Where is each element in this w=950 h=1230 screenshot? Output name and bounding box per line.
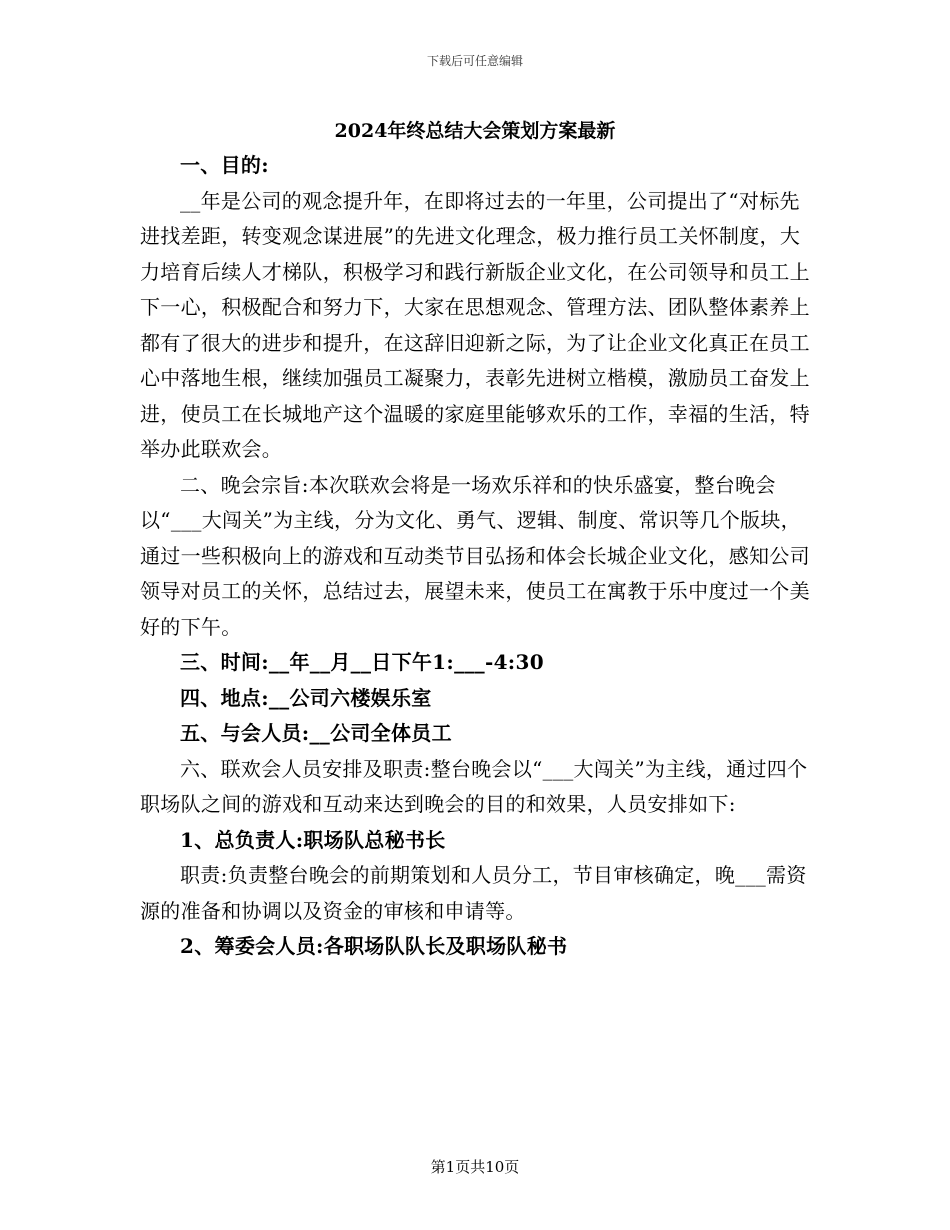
- section-purpose-heading: 一、目的:: [180, 153, 269, 177]
- page-number: 第1页共10页: [430, 1158, 520, 1176]
- document-body: [140, 148, 812, 965]
- section-attendees-heading: 五、与会人员:__公司全体员工: [180, 721, 452, 745]
- role-leader-heading: 1、总负责人:职场队总秘书长: [180, 827, 446, 852]
- document-title: 2024年终总结大会策划方案最新: [334, 120, 616, 142]
- section-time-heading: 三、时间:__年__月__日下午1:___-4:30: [180, 650, 544, 674]
- section-location-heading: 四、地点:__公司六楼娱乐室: [180, 685, 432, 710]
- section-purpose-paragraph: __年是公司的观念提升年，在即将过去的一年里，公司提出了“对标先进找差距，转变观念谋进展”的先进文化理念，极力推行员工关怀制度，大力培育后续人才梯队，积极学习和践行新版企业文化，在公司领导和员工上下一心，积极配合和努力下，大家在思想观念、管理方法、团队整体素养上都有了很大的进步和提升，在这辞旧迎新之际，为了让企业文化真正在员工心中落地生根，继续加强员工凝聚力，表彰先进树立楷模，激励员工奋发上进，使员工在长城地产这个温暖的家庭里能够欢乐的工作，幸福的生活，特举办此联欢会。: [140, 188, 810, 461]
- page-header-note: 下载后可任意编辑: [426, 54, 523, 68]
- role-committee-heading: 2、筹委会人员:各职场队队长及职场队秘书: [180, 934, 568, 958]
- section-staffing-paragraph: 六、联欢会人员安排及职责:整台晚会以“___大闯关”为主线，通过四个职场队之间的游戏和互动来达到晚会的目的和效果，人员安排如下:: [140, 756, 808, 816]
- role-leader-duty-paragraph: 职责:负责整台晚会的前期策划和人员分工，节目审核确定，晚___需资源的准备和协调以及资金的审核和申请等。: [140, 863, 807, 923]
- section-theme-paragraph: 二、晚会宗旨:本次联欢会将是一场欢乐祥和的快乐盛宴，整台晚会以“___大闯关”为主线，分为文化、勇气、逻辑、制度、常识等几个版块，通过一些积极向上的游戏和互动类节目弘扬和体会长城企业文化，感知公司领导对员工的关怀，总结过去，展望未来，使员工在寓教于乐中度过一个美好的下午。: [140, 472, 810, 639]
